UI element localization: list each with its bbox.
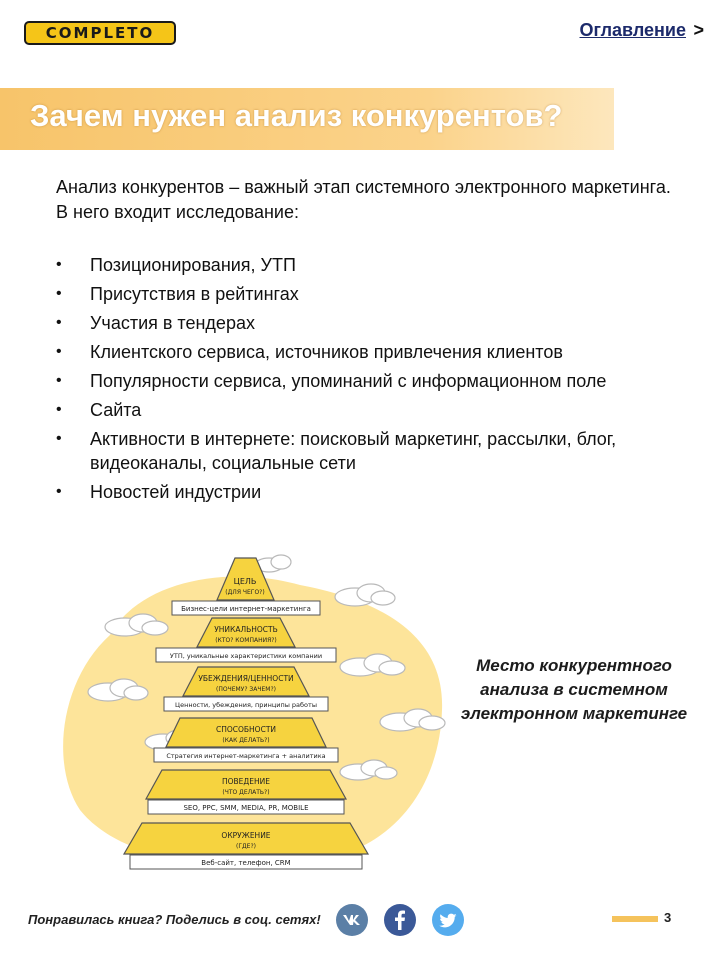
level-3-title: УБЕЖДЕНИЯ/ЦЕННОСТИ	[198, 674, 294, 683]
completo-logo[interactable]	[24, 21, 176, 45]
pyramid-svg	[50, 540, 460, 880]
intro-text: Анализ конкурентов – важный этап системного электронного маркетинга. В него входит исследование:	[56, 177, 671, 222]
research-list	[56, 253, 676, 509]
toc-link[interactable]: Оглавление	[579, 20, 686, 40]
list-item: • Клиентского сервиса, источников привлечения клиентов	[56, 342, 563, 362]
cloud-icon	[335, 584, 395, 606]
level-5-title: ПОВЕДЕНИЕ	[221, 777, 271, 786]
level-1-sub: (ДЛЯ ЧЕГО?)	[225, 589, 265, 596]
vk-share-button[interactable]	[336, 904, 368, 936]
level-1-label: Бизнес-цели интернет-маркетинга	[181, 605, 311, 613]
list-item: • Популярности сервиса, упоминаний с информационном поле	[56, 371, 607, 391]
pyramid-illustration	[50, 540, 460, 880]
list-item: • Новостей индустрии	[56, 482, 262, 502]
bullet-icon: •	[56, 430, 62, 447]
list-item: • Активности в интернете: поисковый маркетинг, рассылки, блог, видеоканалы, социальные сети	[56, 429, 617, 473]
bullet-icon: •	[56, 343, 62, 360]
level-2-title: УНИКАЛЬНОСТЬ	[214, 625, 278, 634]
level-1-title: ЦЕЛЬ	[233, 577, 257, 586]
facebook-icon	[384, 904, 416, 936]
level-3-sub: (ПОЧЕМУ? ЗАЧЕМ?)	[216, 686, 276, 693]
figure-caption: Место конкурентного анализа в системном электронном маркетинге	[460, 656, 688, 723]
page-number: 3	[664, 910, 672, 925]
share-prompt: Понравилась книга? Поделись в соц. сетях!	[28, 912, 321, 927]
level-2-sub: (КТО? КОМПАНИЯ?)	[215, 637, 277, 644]
level-6-sub: (ГДЕ?)	[235, 843, 257, 850]
level-4-sub: (КАК ДЕЛАТЬ?)	[222, 737, 270, 744]
bullet-icon: •	[56, 314, 62, 331]
level-6-label: Веб-сайт, телефон, CRM	[201, 859, 291, 867]
level-2-label: УТП, уникальные характеристики компании	[169, 652, 323, 660]
bullet-icon: •	[56, 285, 62, 302]
list-item: • Сайта	[56, 400, 142, 420]
title-banner	[0, 88, 614, 150]
logo-text: COMPLETO	[45, 24, 155, 42]
page-title: Зачем нужен анализ конкурентов?	[30, 98, 563, 133]
page-indicator-bar	[612, 916, 658, 922]
twitter-share-button[interactable]	[432, 904, 464, 936]
twitter-icon	[432, 904, 464, 936]
level-4-title: СПОСОБНОСТИ	[215, 725, 277, 734]
level-6-title: ОКРУЖЕНИЕ	[221, 831, 271, 840]
level-3-label: Ценности, убеждения, принципы работы	[175, 701, 317, 709]
list-item: • Присутствия в рейтингах	[56, 284, 299, 304]
bullet-icon: •	[56, 372, 62, 389]
vk-icon	[336, 904, 368, 936]
list-item: • Участия в тендерах	[56, 313, 255, 333]
list-item: • Позиционирования, УТП	[56, 255, 296, 275]
level-5-label: SEO, PPC, SMM, MEDIA, PR, MOBILE	[183, 804, 309, 812]
level-5-sub: (ЧТО ДЕЛАТЬ?)	[222, 789, 270, 796]
toc-arrow-icon[interactable]: >	[693, 20, 704, 40]
level-4-label: Стратегия интернет-маркетинга + аналитика	[166, 752, 326, 760]
bullet-icon: •	[56, 256, 62, 273]
facebook-share-button[interactable]	[384, 904, 416, 936]
bullet-icon: •	[56, 401, 62, 418]
bullet-icon: •	[56, 483, 62, 500]
